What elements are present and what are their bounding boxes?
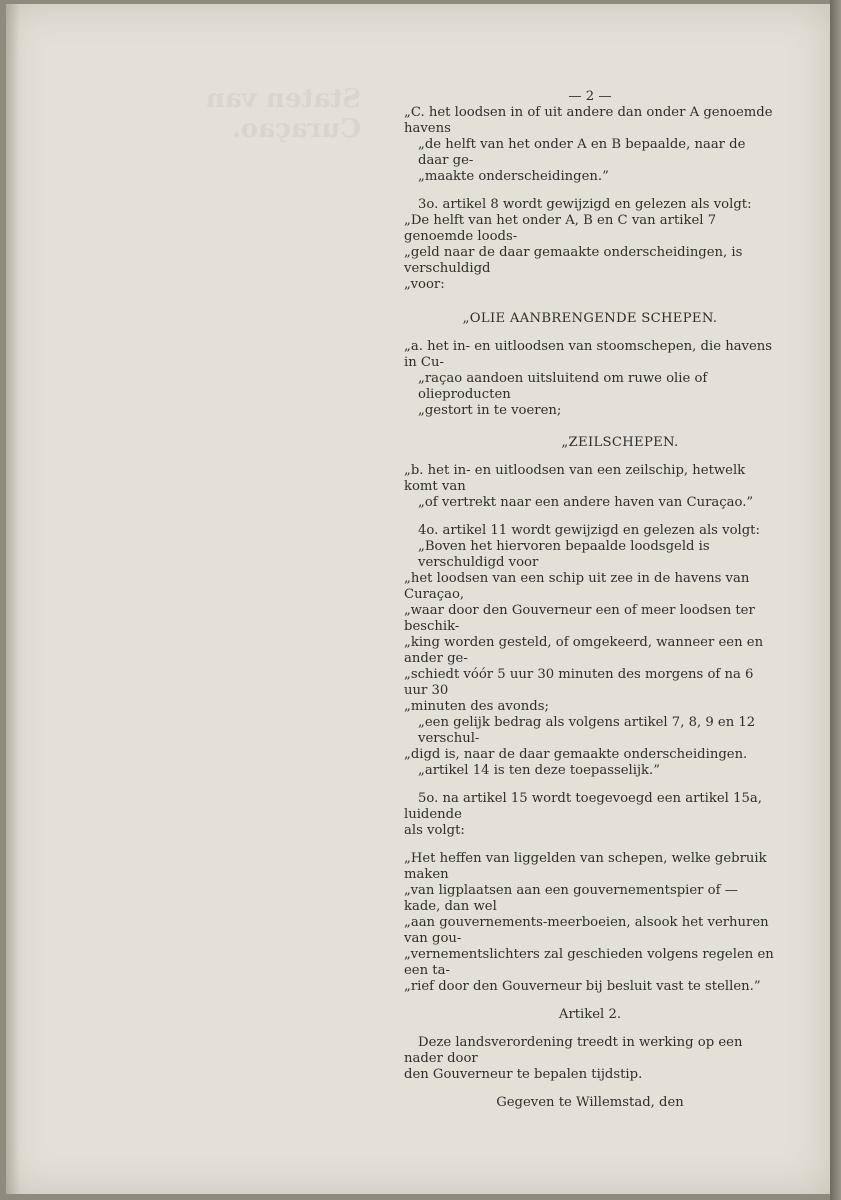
text-line: „het loodsen van een schip uit zee in de havens van Curaçao, (404, 571, 750, 602)
text-line: „gestort in te voeren; (418, 403, 562, 418)
text-line: 4o. artikel 11 wordt gewijzigd en gelezen als volgt: (418, 523, 760, 538)
text-line: 5o. na artikel 15 wordt toegevoegd een artikel 15a, luidende (404, 791, 762, 822)
text-line: „king worden gesteld, of omgekeerd, wanneer een en ander ge- (404, 635, 764, 666)
text-line: „b. het in- en uitloodsen van een zeilschip, hetwelk komt van (404, 463, 746, 494)
text-line: „artikel 14 is ten deze toepasselijk.” (418, 763, 660, 778)
text-line: „De helft van het onder A, B en C van artikel 7 genoemde loods- (404, 213, 717, 244)
section-heading-olie: „OLIE AANBRENGENDE SCHEPEN. (462, 311, 718, 326)
text-line: „rief door den Gouverneur bij besluit vast te stellen.” (404, 979, 761, 994)
scan-border (830, 0, 841, 1200)
page-number: — 2 — (568, 89, 612, 104)
document-body (404, 89, 776, 1111)
signing-line: Gegeven te Willemstad, den (496, 1095, 684, 1110)
section-heading-zeilschepen: „ZEILSCHEPEN. (561, 435, 679, 450)
text-line: „vernementslichters zal geschieden volgens regelen en een ta- (404, 947, 774, 978)
page-fold-shadow (6, 4, 20, 1194)
text-line: „a. het in- en uitloodsen van stoomschepen, die havens in Cu- (404, 339, 773, 370)
text-line: Deze landsverordening treedt in werking op een nader door (404, 1035, 743, 1066)
text-line: „aan gouvernements-meerboeien, alsook het verhuren van gou- (404, 915, 769, 946)
text-line: den Gouverneur te bepalen tijdstip. (404, 1067, 643, 1082)
document-page (6, 4, 830, 1194)
text-line: „van ligplaatsen aan een gouvernementspier of — kade, dan wel (404, 883, 738, 914)
text-line: „digd is, naar de daar gemaakte onderscheidingen. (404, 747, 748, 762)
text-line: „geld naar de daar gemaakte onderscheidingen, is verschuldigd (404, 245, 743, 276)
text-line: „voor: (404, 277, 445, 292)
text-line: „Het heffen van liggelden van schepen, welke gebruik maken (404, 851, 767, 882)
text-line: „minuten des avonds; (404, 699, 549, 714)
text-line: „Boven het hiervoren bepaalde loodsgeld is verschuldigd voor (418, 539, 710, 570)
text-line: „raçao aandoen uitsluitend om ruwe olie of olieproducten (418, 371, 708, 402)
bleed-through-text (101, 84, 361, 144)
text-line: „schiedt vóór 5 uur 30 minuten des morgens of na 6 uur 30 (404, 667, 754, 698)
text-line: „de helft van het onder A en B bepaalde, naar de daar ge- (418, 137, 746, 168)
text-line: „of vertrekt naar een andere haven van Curaçao.” (418, 495, 754, 510)
text-line: „maakte onderscheidingen.” (418, 169, 609, 184)
bleed-through-title: Staten van Curaçao. (206, 84, 361, 144)
text-line: „een gelijk bedrag als volgens artikel 7, 8, 9 en 12 verschul- (418, 715, 756, 746)
text-line: als volgt: (404, 823, 465, 838)
text-line: 3o. artikel 8 wordt gewijzigd en gelezen als volgt: (418, 197, 752, 212)
article-heading: Artikel 2. (558, 1007, 622, 1022)
text-line: „waar door den Gouverneur een of meer loodsen ter beschik- (404, 603, 755, 634)
text-line: „C. het loodsen in of uit andere dan onder A genoemde havens (404, 105, 773, 136)
